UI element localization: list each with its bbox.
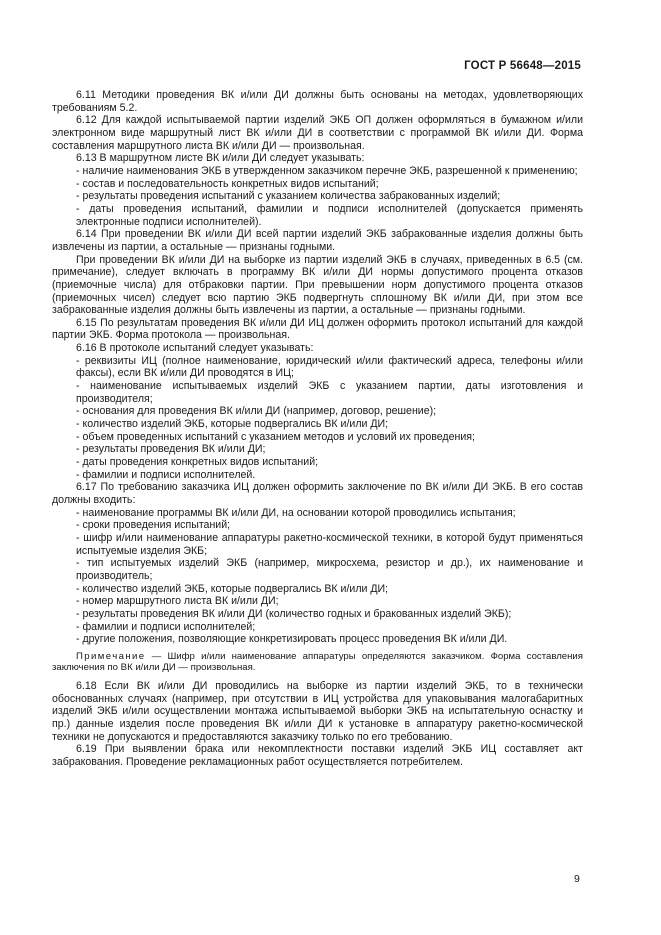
note-label: Примечание bbox=[76, 650, 146, 662]
list-item: - номер маршрутного листа ВК и/или ДИ; bbox=[76, 595, 279, 608]
paragraph: 6.15 По результатам проведения ВК и/или ДИ ИЦ должен оформить протокол испытаний для каждой партии ЭКБ. Форма протокола — произвольная. bbox=[52, 316, 583, 342]
note-text: — Шифр и/или наименование аппаратуры определяются заказчиком. Форма составления заключения по ВК и/или ДИ — произвольная. bbox=[52, 650, 583, 674]
list-item: - фамилии и подписи исполнителей; bbox=[76, 620, 256, 633]
list-item: - результаты проведения испытаний с указанием количества забракованных изделий; bbox=[76, 190, 501, 203]
document-header: ГОСТ Р 56648—2015 bbox=[464, 60, 581, 72]
list-item: - фамилии и подписи исполнителей. bbox=[76, 468, 256, 481]
paragraph: 6.12 Для каждой испытываемой партии изделий ЭКБ ОП должен оформляться в бумажном и/или электронном виде маршрутный лист ВК и/или ДИ в соответствии с программой ВК и/или ДИ. Форма составления маршрутного листа ВК и/или ДИ — произвольная. bbox=[52, 114, 583, 152]
paragraph: 6.18 Если ВК и/или ДИ проводились на выборке из партии изделий ЭКБ, то в технически обоснованных случаях (например, при отсутствии в ИЦ устройства для упаковывания малогабаритных изделий ЭКБ и/или осуществлении монтажа испытываемой выборки ЭКБ на испытательную оснастку и пр.) данные изделия после проведения ВК и/или ДИ к установке в аппаратуру ракетно-космической техники не допускаются и предоставляются заказчику только по его требованию. bbox=[52, 680, 583, 743]
list-item: - даты проведения конкретных видов испытаний; bbox=[76, 456, 319, 469]
list-item: - наименование испытываемых изделий ЭКБ с указанием партии, даты изготовления и производителя; bbox=[76, 380, 583, 405]
list-item: - результаты проведения ВК и/или ДИ (количество годных и бракованных изделий ЭКБ); bbox=[76, 607, 512, 620]
paragraph: 6.11 Методики проведения ВК и/или ДИ должны быть основаны на методах, удовлетворяющих требованиям 5.2. bbox=[52, 89, 583, 114]
list-item: - наименование программы ВК и/или ДИ, на основании которой проводились испытания; bbox=[76, 506, 516, 519]
list-item: - тип испытуемых изделий ЭКБ (например, микросхема, резистор и др.), их наименование и производитель; bbox=[76, 557, 583, 582]
list-item: - сроки проведения испытаний; bbox=[76, 519, 231, 532]
document-body bbox=[52, 89, 583, 769]
list-item: - наличие наименования ЭКБ в утвержденном заказчиком перечне ЭКБ, разрешенной к применению; bbox=[76, 164, 578, 177]
paragraph: При проведении ВК и/или ДИ на выборке из партии изделий ЭКБ в случаях, приведенных в 6.5 (см. примечание), следует включать в программу ВК и/или ДИ нормы допустимого процента отказов (приемочные числа) для отбраковки партии. При превышении норм допустимого процента отказов (приемочных чисел) следует всю партию ЭКБ подвергнуть сплошному ВК и/или ДИ, при этом все забракованные изделия должны быть извлечены из партии, а остальные — признаны годными. bbox=[52, 253, 583, 317]
note bbox=[52, 651, 583, 674]
paragraph: 6.16 В протоколе испытаний следует указывать: bbox=[76, 342, 314, 355]
list-item: - состав и последовательность конкретных видов испытаний; bbox=[76, 177, 379, 190]
list-item: - другие положения, позволяющие конкретизировать процесс проведения ВК и/или ДИ. bbox=[76, 633, 508, 646]
paragraph: 6.19 При выявлении брака или некомплектности поставки изделий ЭКБ ИЦ составляет акт забракования. Проведение рекламационных работ осуществляется потребителем. bbox=[52, 743, 583, 768]
list-item: - основания для проведения ВК и/или ДИ (например, договор, решение); bbox=[76, 405, 437, 418]
list-item: - шифр и/или наименование аппаратуры ракетно-космической техники, в которой будут применяться испытуемые изделия ЭКБ; bbox=[76, 531, 583, 557]
list-item: - реквизиты ИЦ (полное наименование, юридический и/или фактический адреса, телефоны и/или факсы), если ВК и/или ДИ проводятся в ИЦ; bbox=[76, 354, 583, 380]
list-item: - результаты проведения ВК и/или ДИ; bbox=[76, 443, 266, 456]
list-item: - количество изделий ЭКБ, которые подвергались ВК и/или ДИ; bbox=[76, 582, 389, 595]
list-item: - даты проведения испытаний, фамилии и подписи исполнителей (допускается применять электронные подписи исполнителей). bbox=[76, 202, 583, 228]
list-item: - количество изделий ЭКБ, которые подвергались ВК и/или ДИ; bbox=[76, 418, 389, 431]
paragraph: 6.17 По требованию заказчика ИЦ должен оформить заключение по ВК и/или ДИ ЭКБ. В его состав должны входить: bbox=[52, 481, 583, 506]
page-number: 9 bbox=[574, 873, 580, 885]
paragraph: 6.14 При проведении ВК и/или ДИ всей партии изделий ЭКБ забракованные изделия должны быть извлечены из партии, а остальные — признаны годными. bbox=[52, 228, 583, 253]
paragraph: 6.13 В маршрутном листе ВК и/или ДИ следует указывать: bbox=[76, 152, 365, 165]
list-item: - объем проведенных испытаний с указанием методов и условий их проведения; bbox=[76, 430, 475, 443]
